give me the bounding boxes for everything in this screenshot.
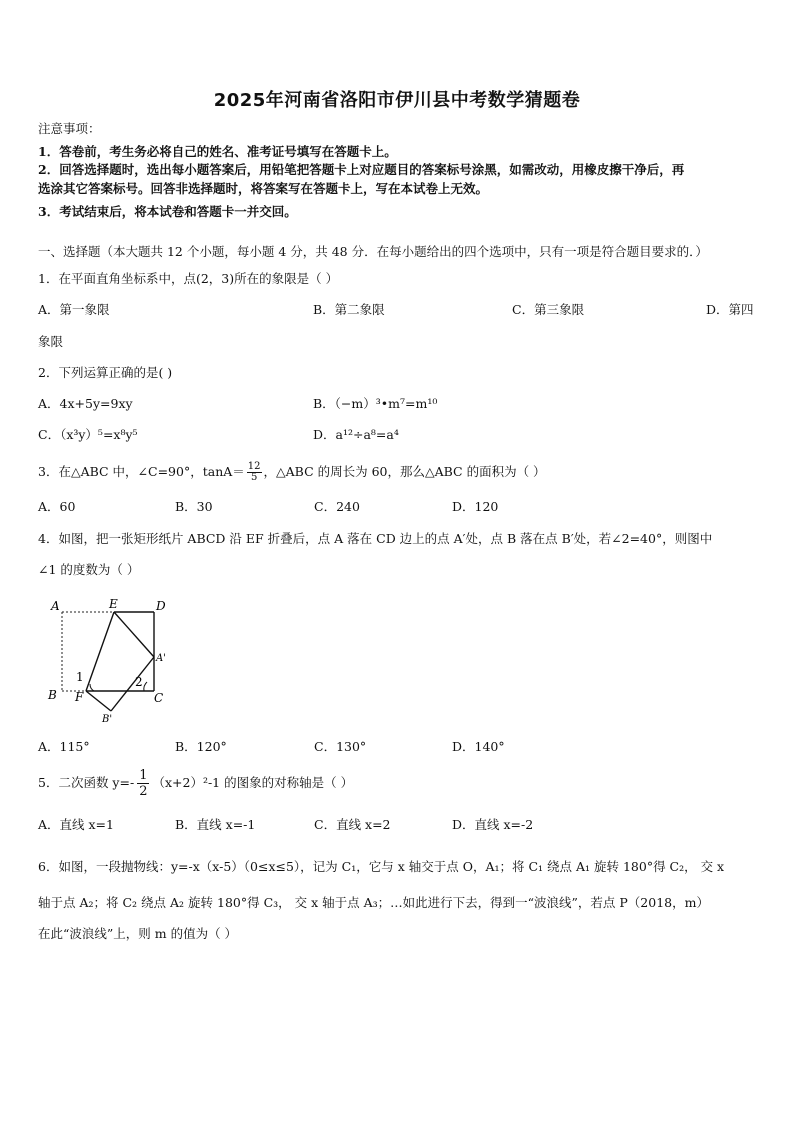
q3-stem — [38, 462, 546, 483]
q4-label-e: E — [109, 597, 118, 611]
q1-option-b: B．第二象限 — [313, 302, 385, 317]
section-heading: 一、选择题（本大题共 12 个小题，每小题 4 分，共 48 分．在每小题给出的四个选项中，只有一项是符合题目要求的．） — [38, 244, 708, 259]
q2-option-b: B．（−m）³•m⁷=m¹⁰ — [313, 396, 438, 411]
q4-option-a: A．115° — [38, 739, 90, 754]
q1-option-c: C．第三象限 — [512, 302, 585, 317]
q6-line-2: 轴于点 A₂；将 C₂ 绕点 A₂ 旋转 180°得 C₃， 交 x 轴于点 A₃；…如此进行下去，得到一“波浪线”，若点 P（2018，m） — [38, 895, 709, 910]
q2-stem: 2．下列运算正确的是( ) — [38, 365, 173, 380]
q3-frac-num: 12 — [247, 461, 261, 472]
q4-label-c: C — [154, 691, 164, 705]
q5-stem — [38, 766, 353, 800]
q5-frac-den: 2 — [139, 784, 148, 799]
q3-frac-den: 5 — [250, 472, 258, 483]
q1-option-d-cont: 象限 — [38, 334, 64, 349]
page-title: 2025年河南省洛阳市伊川县中考数学猜题卷 — [213, 90, 581, 111]
q5-frac-num: 1 — [139, 768, 148, 783]
q3-fraction — [247, 462, 262, 483]
q4-figure — [44, 595, 174, 725]
q3-option-b: B．30 — [175, 499, 213, 514]
q2-option-d: D．a¹²÷a⁸=a⁴ — [313, 427, 399, 442]
q4-angle-1: 1 — [76, 670, 84, 684]
q1-option-a: A．第一象限 — [38, 302, 110, 317]
notice-item-2-cont: 选涂其它答案标号。回答非选择题时，将答案写在答题卡上，写在本试卷上无效。 — [38, 181, 489, 196]
q4-label-d: D — [156, 599, 166, 613]
q4-label-a-prime: A' — [156, 653, 166, 664]
q6-line-3: 在此“波浪线”上，则 m 的值为（ ） — [38, 926, 238, 941]
q4-option-c: C．130° — [314, 739, 367, 754]
q1-stem: 1．在平面直角坐标系中，点(2，3)所在的象限是（ ） — [38, 271, 339, 286]
q2-option-c: C．（x³y）⁵=x⁸y⁵ — [38, 427, 138, 442]
q4-label-f: F — [75, 690, 84, 704]
q5-fraction — [137, 768, 149, 799]
q3-stem-post: ，△ABC 的周长为 60，那么△ABC 的面积为（ ） — [263, 464, 546, 479]
q6-line-1: 6．如图，一段抛物线：y=-x（x-5）（0≤x≤5），记为 C₁，它与 x 轴交于点 O，A₁；将 C₁ 绕点 A₁ 旋转 180°得 C₂， 交 x — [38, 859, 725, 874]
notice-item-2: 2．回答选择题时，选出每小题答案后，用铅笔把答题卡上对应题目的答案标号涂黑，如需改动，用橡皮擦干净后，再 — [38, 162, 685, 177]
q3-option-d: D．120 — [452, 499, 499, 514]
q3-option-c: C．240 — [314, 499, 360, 514]
q4-option-d: D．140° — [452, 739, 505, 754]
q4-label-b: B — [48, 688, 57, 702]
q5-stem-pre: 5．二次函数 y=- — [38, 775, 135, 790]
q4-label-b-prime: B' — [102, 714, 113, 725]
q2-option-a: A．4x+5y=9xy — [38, 396, 133, 411]
notice-item-3: 3．考试结束后，将本试卷和答题卡一并交回。 — [38, 204, 297, 219]
q4-angle-2: 2 — [135, 675, 143, 689]
q4-label-a: A — [51, 599, 60, 613]
q3-stem-pre: 3．在△ABC 中，∠C=90°，tanA＝ — [38, 464, 245, 479]
q5-stem-post: （x+2）²-1 的图象的对称轴是（ ） — [152, 775, 354, 790]
q5-option-c: C．直线 x=2 — [314, 817, 391, 832]
q1-option-d: D．第四 — [706, 302, 754, 317]
q4-option-b: B．120° — [175, 739, 227, 754]
q4-stem-1: 4．如图，把一张矩形纸片 ABCD 沿 EF 折叠后，点 A 落在 CD 边上的点 A′处，点 B 落在点 B′处，若∠2=40°，则图中 — [38, 531, 713, 546]
q5-option-d: D．直线 x=-2 — [452, 817, 534, 832]
q5-option-a: A．直线 x=1 — [38, 817, 114, 832]
notice-heading: 注意事项： — [38, 121, 101, 136]
q3-option-a: A．60 — [38, 499, 76, 514]
q4-stem-2: ∠1 的度数为（ ） — [38, 562, 140, 577]
q5-option-b: B．直线 x=-1 — [175, 817, 256, 832]
notice-item-1: 1．答卷前，考生务必将自己的姓名、准考证号填写在答题卡上。 — [38, 144, 397, 159]
